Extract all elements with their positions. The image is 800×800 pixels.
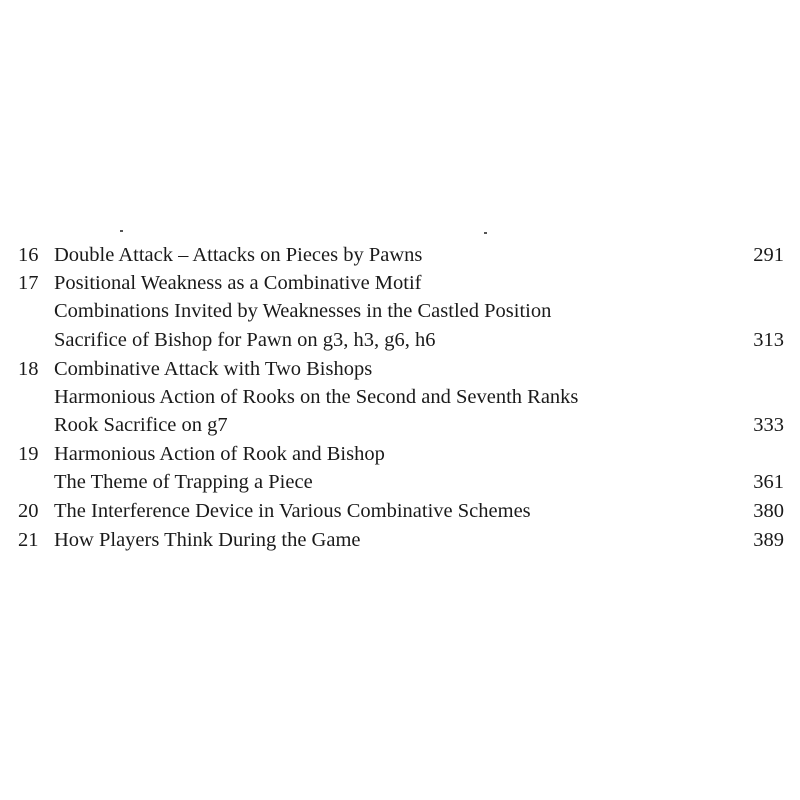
chapter-title: Rook Sacrifice on g7 (54, 414, 228, 436)
chapter-title: Sacrifice of Bishop for Pawn on g3, h3, g6, h6 (54, 329, 436, 351)
chapter-number: 20 (18, 500, 39, 522)
toc-entry-17 (18, 268, 784, 298)
page-number: 313 (753, 329, 784, 351)
toc-entry-18 (18, 354, 784, 384)
chapter-title: How Players Think During the Game (54, 529, 361, 551)
chapter-title: Double Attack – Attacks on Pieces by Pawns (54, 244, 423, 266)
chapter-title: Harmonious Action of Rook and Bishop (54, 443, 385, 465)
toc-subentry (18, 296, 784, 326)
toc-entry-16 (18, 240, 784, 270)
page-number: 361 (753, 471, 784, 493)
chapter-number: 17 (18, 272, 39, 294)
page-number: 291 (753, 244, 784, 266)
toc-subentry (18, 325, 784, 355)
toc-subentry (18, 467, 784, 497)
toc-subentry (18, 410, 784, 440)
chapter-number: 18 (18, 358, 39, 380)
chapter-number: 19 (18, 443, 39, 465)
chapter-title: Combinations Invited by Weaknesses in the Castled Position (54, 300, 552, 322)
scan-artifact (120, 230, 123, 232)
chapter-number: 16 (18, 244, 39, 266)
page-number: 389 (753, 529, 784, 551)
chapter-title: Positional Weakness as a Combinative Motif (54, 272, 422, 294)
chapter-title: The Interference Device in Various Combinative Schemes (54, 500, 531, 522)
chapter-title: Harmonious Action of Rooks on the Second and Seventh Ranks (54, 386, 579, 408)
scan-artifact (484, 232, 487, 234)
chapter-title: The Theme of Trapping a Piece (54, 471, 313, 493)
toc-entry-19 (18, 439, 784, 469)
page-number: 333 (753, 414, 784, 436)
chapter-number: 21 (18, 529, 39, 551)
chapter-title: Combinative Attack with Two Bishops (54, 358, 373, 380)
toc-entry-21 (18, 525, 784, 555)
toc-subentry (18, 382, 784, 412)
page-number: 380 (753, 500, 784, 522)
toc-entry-20 (18, 496, 784, 526)
